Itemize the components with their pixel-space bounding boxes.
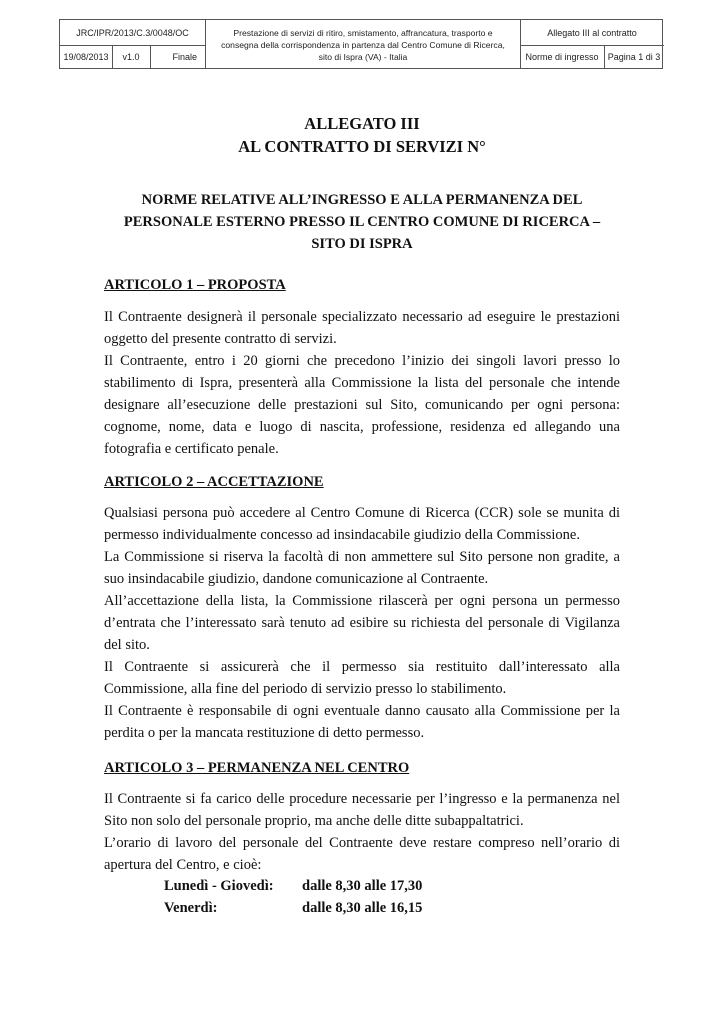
subtitle-line-1: NORME RELATIVE ALL’INGRESSO E ALLA PERMANENZA DEL [141,192,583,208]
header-version: v1.0 [122,52,140,62]
article-1-body [104,306,620,460]
opening-hours [164,875,422,919]
header-doc-name: Norme di ingresso [525,52,599,62]
subtitle-line-3: SITO DI ISPRA [311,236,413,252]
header-date: 19/08/2013 [63,52,109,62]
schedule-day: Lunedì - Giovedì: [164,878,274,894]
article-2-paragraph: La Commissione si riserva la facoltà di non ammettere sul Sito persone non gradite, a suo insindacabile giudizio, dandone comunicazione al Contraente. [104,549,620,587]
article-2-heading: ARTICOLO 2 – ACCETTAZIONE [104,474,324,490]
schedule-day: Venerdì: [164,900,218,916]
article-3-paragraph: Il Contraente si fa carico delle procedure necessarie per l’ingresso e la permanenza nel Sito non solo del personale proprio, ma anche delle ditte subappaltatrici. [104,791,620,829]
header-description: Prestazione di servizi di ritiro, smistamento, affrancatura, trasporto e consegna della corrispondenza in partenza dal Centro Comune di Ricerca, sito di Ispra (VA) - Italia [221,27,505,62]
header-reference: JRC/IPR/2013/C.3/0048/OC [76,27,189,38]
article-1-heading: ARTICOLO 1 – PROPOSTA [104,277,286,293]
schedule-row [164,875,422,897]
article-2-body [104,502,620,744]
subtitle-line-2: PERSONALE ESTERNO PRESSO IL CENTRO COMUNE DI RICERCA – [123,214,601,230]
article-2-paragraph: Il Contraente è responsabile di ogni eventuale danno causato alla Commissione per la perdita o per la mancata restituzione di detto permesso. [104,703,620,741]
header-status: Finale [172,52,197,62]
title-line-2: AL CONTRATTO DI SERVIZI N° [238,137,486,156]
document-header-table [59,19,663,69]
article-3-heading: ARTICOLO 3 – PERMANENZA NEL CENTRO [104,760,410,776]
article-3-body [104,788,620,876]
schedule-row [164,897,422,919]
article-2-paragraph: Il Contraente si assicurerà che il permesso sia restituito dall’interessato alla Commissione, alla fine del periodo di servizio presso lo stabilimento. [104,659,620,697]
article-3-paragraph: L’orario di lavoro del personale del Contraente deve restare compreso nell’orario di apertura del Centro, e cioè: [104,835,620,873]
article-2-paragraph: All’accettazione della lista, la Commissione rilascerà per ogni persona un permesso d’entrata che l’interessato sarà tenuto ad esibire su richiesta del personale di Vigilanza del sito. [104,593,620,653]
article-1-paragraph: Il Contraente, entro i 20 giorni che precedono l’inizio dei singoli lavori presso lo stabilimento di Ispra, presenterà alla Commissione la lista del personale che intende designare all’esecuzione delle prestazioni sul Sito, comunicando per ogni persona: cognome, nome, data e luogo di nascita, professione, residenza ed allegando una fotografia e certificato penale. [104,353,620,457]
header-page: Pagina 1 di 3 [607,52,661,62]
article-2-paragraph: Qualsiasi persona può accedere al Centro Comune di Ricerca (CCR) sole se munita di permesso individualmente concesso ad insindacabile giudizio della Commissione. [104,505,620,543]
schedule-hours: dalle 8,30 alle 17,30 [302,878,423,894]
article-1-paragraph: Il Contraente designerà il personale specializzato necessario ad eseguire le prestazioni oggetto del presente contratto di servizi. [104,309,620,347]
title-line-1: ALLEGATO III [304,114,420,133]
header-annex: Allegato III al contratto [547,27,637,38]
schedule-hours: dalle 8,30 alle 16,15 [302,900,423,916]
